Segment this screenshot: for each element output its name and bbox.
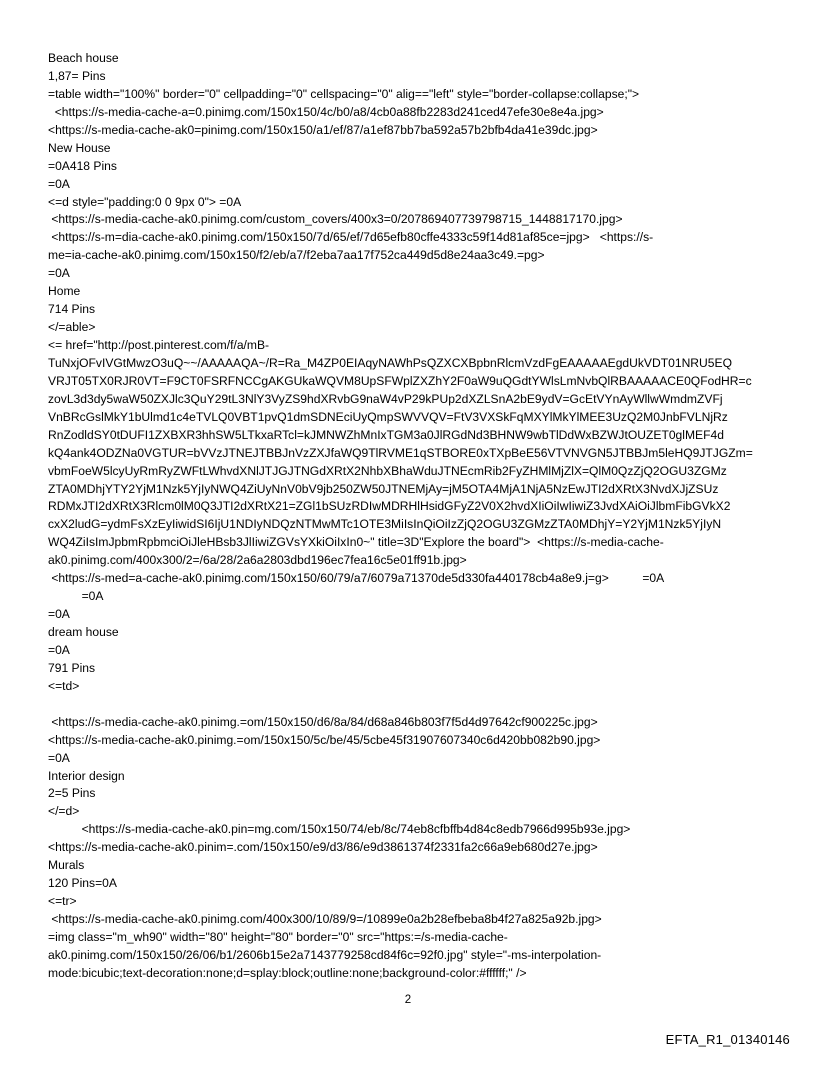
text-line: 714 Pins: [48, 302, 96, 317]
text-line: RDMxJTI2dXRtX3Rlcm0lM0Q3JTI2dXRtX21=ZGl1bSUzRDIwMDRHlHsidGFyZ2V0X2hvdXIiOiIwIiwiZ3JvdXAiOiJlbmFibGVkX2: [48, 499, 731, 514]
text-line: zovL3d3dy5waW50ZXJlc3QuY29tL3NlY3VyZS9hdXRvbG9naW4vP29kPUp2dXZLSnA2bE9ydV=GcEtVYnAyWllwWmdmZVFj: [48, 391, 723, 406]
text-line: =0A: [48, 607, 70, 622]
text-line: Home: [48, 284, 81, 299]
text-line: [48, 696, 778, 714]
text-line: dream house: [48, 625, 119, 639]
text-line: vbmFoeW5lcyUyRmRyZWFtLWhvdXNlJTJGJTNGdXRtX2NhbXBhaWduJTNEcmRib2FyZHMlMjZlX=QlM0QzZjQ2OGU3ZGMz: [48, 463, 727, 478]
page-number: 2: [404, 994, 412, 1006]
text-line: kQ4ank4ODZNa0VGTUR=bVVzJTNEJTBBJnVzZXJfaWQ9TlRVME1qSTBORE0xTXpBeE56VTVNVGN5JTBBJm5leHQ9JTJGZm=: [48, 445, 753, 460]
text-line: <https://s-med=a-cache-ak0.pinimg.com/150x150/60/79/a7/6079a71370de5d330fa440178cb4a8e9.j=g> =0A: [48, 571, 665, 586]
text-line: cxX2ludG=ydmFsXzEyIiwidSI6IjU1NDIyNDQzNTMwMTc1OTE3MiIsInQiOiIzZjQ2OGU3ZGMzZTA0MDhjY=Y2YjM1Nzk5YjIyN: [48, 517, 722, 532]
text-line: WQ4ZiIsImJpbmRpbmciOiJleHBsb3JlIiwiZGVsYXkiOiIxIn0~" title=3D"Explore the board"> <https://s-media-cache-: [48, 535, 664, 550]
text-line: <https://s-m=dia-cache-ak0.pinimg.com/150x150/7d/65/ef/7d65efb80cffe4333c59f14d81af85ce=jpg> <https://s-: [48, 230, 654, 245]
text-line: <https://s-media-cache-a=0.pinimg.com/150x150/4c/b0/a8/4cb0a88fb2283d241ced47efe30e8e4a.jpg>: [48, 104, 604, 119]
text-line: </=able>: [48, 320, 96, 335]
text-line: 2=5 Pins: [48, 786, 96, 801]
text-line: <=tr>: [48, 894, 77, 909]
text-line: <https://s-media-cache-ak0=pinimg.com/150x150/a1/ef/87/a1ef87bb7ba592a57b2bfb4da41e39dc.jpg>: [48, 122, 598, 137]
text-line: <= href="http://post.pinterest.com/f/a/mB-: [48, 338, 270, 352]
text-line: New House: [48, 140, 111, 155]
text-line: ZTA0MDhjYTY2YjM1Nzk5YjIyNWQ4ZiUyNnV0bV9jb250ZW50JTNEMjAy=jM5OTA4MjA1NjA5NzEwJTI2dXRtX3NvdXJjZSUz: [48, 481, 719, 496]
text-line: VRJT05TX0RJR0VT=F9CT0FSRFNCCgAKGUkaWQVM8UpSFWplZXZhY2F0aW9uQGdtYWlsLmNvbQlRBAAAAACE0QFodHR=c: [48, 373, 752, 388]
text-line: VnBRcGslMkY1bUlmd1c4eTVLQ0VBT1pvQ1dmSDNEciUyQmpSWVVQV=FtV3VXSkFqMXYlMkYlMEE3UzQ2M0JnbFVLNjRz: [48, 409, 728, 424]
text-line: ak0.pinimg.com/150x150/26/06/b1/2606b15e2a7143779258cd84f6c=92f0.jpg" style="-ms-interpolation-: [48, 947, 602, 962]
text-line: =img class="m_wh90" width="80" height="80" border="0" src="https:=/s-media-cache-: [48, 929, 508, 944]
text-line: <https://s-media-cache-ak0.pinimg.=om/150x150/d6/8a/84/d68a846b803f7f5d4d97642cf900225c.jpg>: [48, 714, 598, 729]
text-line: =0A418 Pins: [48, 158, 117, 173]
text-line: Murals: [48, 858, 85, 873]
text-line: <https://s-media-cache-ak0.pinimg.com/custom_covers/400x3=0/207869407739798715_1448817170.jpg>: [48, 212, 623, 227]
document-body: [48, 50, 778, 983]
text-line: mode:bicubic;text-decoration:none;d=splay:block;outline:none;background-color:#ffffff;" />: [48, 965, 527, 980]
text-line: =table width="100%" border="0" cellpadding="0" cellspacing="0" alig=="left" style="border-collapse:collapse;">: [48, 86, 640, 101]
text-line: TuNxjOFvIVGtMwzO3uQ~~/AAAAAQA~/R=Ra_M4ZP0EIAqyNAWhPsQZXCXBpbnRlcmVzdFgEAAAAAEgdUkVDT01NRU5EQ: [48, 355, 732, 370]
text-line: =0A: [48, 266, 70, 281]
text-line: =0A: [48, 750, 70, 765]
text-line: Beach house: [48, 51, 119, 65]
text-line: <https://s-media-cache-ak0.pinim=.com/150x150/e9/d3/86/e9d3861374f2331fa2c66a9eb680d27e.jpg>: [48, 840, 598, 855]
text-line: <=td>: [48, 678, 80, 693]
text-line: RnZodldSY0tDUFI1ZXBXR3hhSW5LTkxaRTcl=kJMNWZhMnIxTGM3a0JlRGdNd3BHNW9wbTlDdWxBZWJtOUZET0glMEF4d: [48, 427, 724, 442]
text-line: me=ia-cache-ak0.pinimg.com/150x150/f2/eb/a7/f2eba7aa17f752ca449d5d8e24aa3c49.=pg>: [48, 248, 545, 263]
text-line: 1,87= Pins: [48, 68, 106, 83]
text-line: <=d style="padding:0 0 9px 0"> =0A: [48, 194, 242, 209]
text-line: <https://s-media-cache-ak0.pinimg.=om/150x150/5c/be/45/5cbe45f31907607340c6d420bb082b90.jpg>: [48, 732, 601, 747]
text-line: ak0.pinimg.com/400x300/2=/6a/28/2a6a2803dbd196ec7fea16c5e01ff91b.jpg>: [48, 553, 467, 568]
bates-stamp: EFTA_R1_01340146: [665, 1032, 790, 1047]
text-line: =0A: [48, 642, 70, 657]
text-line: =0A: [48, 589, 104, 604]
text-line: 791 Pins: [48, 660, 96, 675]
text-line: <https://s-media-cache-ak0.pinimg.com/400x300/10/89/9=/10899e0a2b28efbeba8b4f27a825a92b.jpg>: [48, 912, 602, 926]
text-line: </=d>: [48, 804, 80, 819]
text-line: Interior design: [48, 768, 125, 783]
text-line: <https://s-media-cache-ak0.pin=mg.com/150x150/74/eb/8c/74eb8cfbffb4d84c8edb7966d995b93e.jpg>: [48, 822, 631, 837]
text-line: 120 Pins=0A: [48, 876, 117, 891]
text-line: =0A: [48, 176, 70, 191]
